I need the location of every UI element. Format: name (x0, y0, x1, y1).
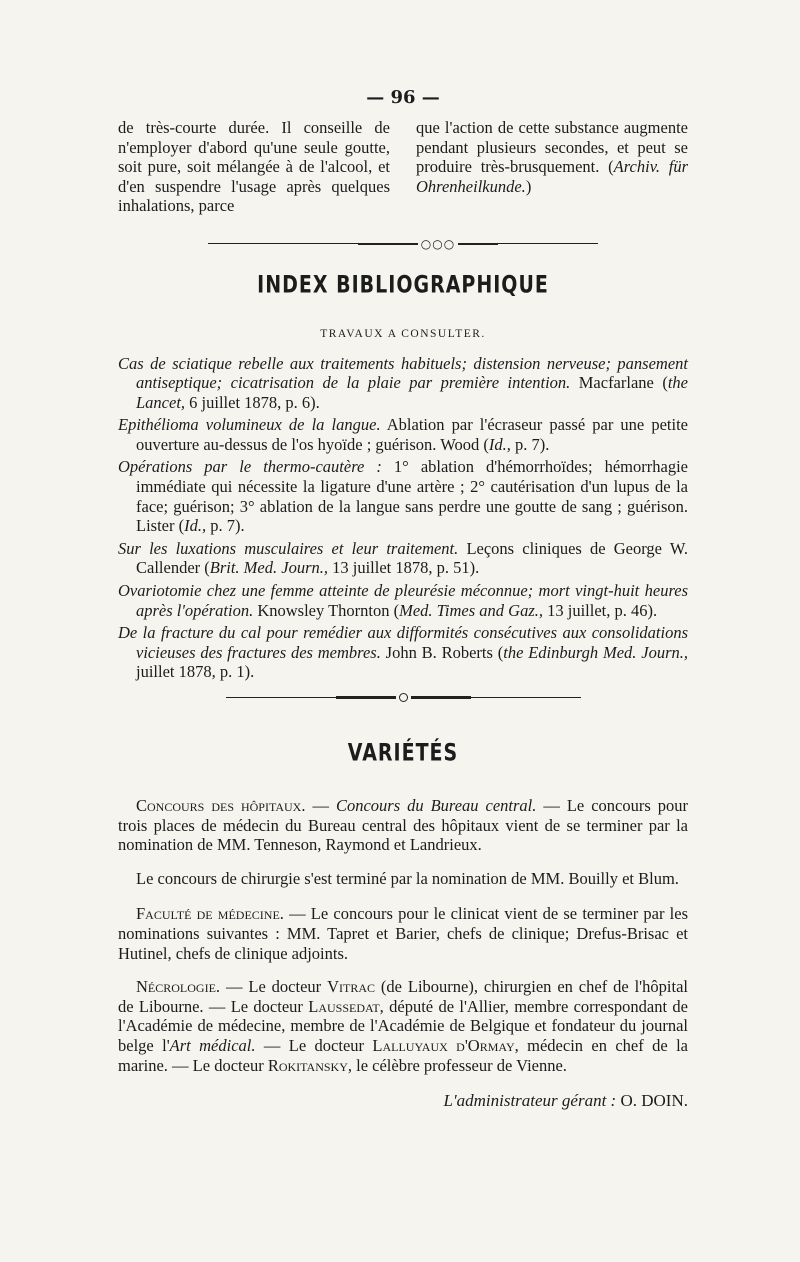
entry-source: the Edinburgh Med. Journ., (503, 642, 688, 662)
bibliography-entry (118, 623, 688, 682)
entry-source: the Lancet, (136, 373, 688, 412)
entry-text: Leçons cliniques de George W. Callender ( (136, 538, 689, 578)
news-heading: Nécrologie. (136, 977, 221, 997)
entry-ref: juillet 1878, p. 1). (136, 662, 255, 682)
bibliography-list (118, 354, 688, 683)
news-text: (de Libourne), chirurgien en chef de l'hôpital de Libourne. — Le docteur (118, 977, 688, 1016)
entry-source: Id., (184, 516, 207, 536)
entry-text: 1° ablation d'hémorrhoïdes; hémorrhagie immédiate qui nécessite la ligature d'une artère ; 2° cautérisation d'un lupus de la face; guérison; 3° ablation de la langue sans perdre une goutte de sang ; guérison. Lister ( (136, 457, 688, 536)
news-heading: Concours des hôpitaux. (136, 796, 306, 815)
entry-source: Id., (488, 434, 511, 454)
intro-right-text: que l'action de cette substance augmente pendant plusieurs secondes, et peut se produire très-brusquement. ( (416, 118, 688, 176)
news-paragraph-necrologie (118, 977, 688, 1075)
entry-text: Knowsley Thornton ( (253, 600, 400, 620)
ornament-line-thick-left (358, 243, 418, 245)
intro-right-source: Archiv. für Ohrenheilkunde. (416, 157, 688, 196)
bibliography-entry (118, 581, 688, 620)
bibliography-entry (118, 354, 688, 413)
entry-ref: p. 7). (206, 516, 245, 536)
ornament-line-thick-right (458, 243, 498, 245)
intro-left-text: de très-courte durée. Il conseille de n'employer d'abord qu'une seule goutte, soit pure, soit mélangée à de l'alcool, et d'en suspendre l'usage après quelques inhalations, parce (118, 118, 390, 215)
ornament-line-left (208, 243, 358, 244)
intro-left-column (118, 118, 390, 216)
intro-columns (118, 118, 688, 216)
entry-ref: 13 juillet 1878, p. 51). (328, 558, 480, 578)
entry-ref: p. 7). (510, 434, 550, 454)
entry-title: Sur les luxations musculaires et leur traitement. (118, 538, 459, 558)
ornament-rings-icon: ○○○ (420, 236, 456, 251)
person-name: Vitrac (327, 977, 375, 997)
news-text: , médecin en chef de la marine. — Le docteur (118, 1035, 688, 1075)
varietes-title: VARIÉTÉS (347, 739, 459, 767)
news-paragraph-chirurgie: Le concours de chirurgie s'est terminé par la nomination de MM. Bouilly et Blum. (136, 868, 679, 888)
news-paragraph-concours (118, 796, 688, 855)
signature-role: L'administrateur gérant : (443, 1091, 617, 1111)
ornament-line-right (498, 243, 598, 244)
entry-text: Ablation par l'écraseur passé par une petite ouverture au-dessus de l'os hyoïde ; guérison. Wood ( (136, 415, 688, 454)
intro-right-column (416, 118, 688, 216)
varietes-body (118, 796, 688, 1075)
news-text: — Le docteur (255, 1035, 373, 1055)
top-ornament-rule (118, 238, 688, 250)
bibliography-entry (118, 539, 688, 578)
news-text: — Le concours pour le clinicat vient de se terminer par les nominations suivantes : MM. Tapret et Barier, chefs de clinique; Drefus-Brisac et Hutinel, chefs de clinique adjoints. (118, 904, 688, 963)
ornament-line-thick-left (336, 696, 396, 699)
entry-title: Opérations par le thermo-cautère : (118, 457, 382, 477)
news-subheading: Concours du Bureau central. (335, 796, 537, 815)
entry-text: Macfarlane ( (570, 373, 668, 393)
news-paragraph-faculte (118, 904, 688, 963)
ornament-line-left (226, 697, 336, 698)
bibliography-entry (118, 415, 688, 454)
bibliography-entry (118, 457, 688, 535)
entry-source: Med. Times and Gaz., (399, 600, 544, 620)
news-text: , le célèbre professeur de Vienne. (347, 1055, 567, 1075)
entry-title: Cas de sciatique rebelle aux traitements habituels; distension nerveuse; pansement antiseptique; cicatrisation de la plaie par première intention. (118, 353, 688, 393)
news-text: — Le docteur (220, 977, 328, 997)
index-subtitle: TRAVAUX A CONSULTER. (320, 327, 486, 340)
entry-title: De la fracture du cal pour remédier aux difformités consécutives aux consolidations vicieuses des fractures des membres. (118, 623, 688, 662)
index-title: INDEX BIBLIOGRAPHIQUE (257, 270, 549, 299)
entry-ref: 13 juillet, p. 46). (543, 600, 658, 620)
news-text: — Le concours pour trois places de médecin du Bureau central des hôpitaux vient de se terminer par la nomination de MM. Tenneson, Raymond et Landrieux. (118, 796, 689, 855)
signature-name: O. DOIN. (616, 1091, 688, 1111)
ornament-ring-icon (399, 693, 408, 702)
news-dash: — (305, 796, 336, 815)
entry-title: Ovariotomie chez une femme atteinte de pleurésie méconnue; mort vingt-huit heures après l'opération. (118, 581, 688, 620)
signature (118, 1091, 688, 1111)
entry-text: John B. Roberts ( (380, 642, 504, 662)
ornament-line-thick-right (411, 696, 471, 699)
intro-right-paragraph (416, 118, 688, 196)
person-name: Laussedat (308, 996, 380, 1016)
news-heading: Faculté de médecine. (136, 904, 284, 924)
person-name: Rokitansky (267, 1055, 348, 1075)
journal-name: Art médical. (169, 1035, 256, 1055)
page-number: — 96 — (366, 87, 440, 108)
person-name: Lalluyaux d'Ormay (372, 1035, 515, 1055)
news-text: , député de l'Allier, membre correspondant de l'Académie de médecine, membre de l'Académie de Belgique et fondateur du journal belge l' (118, 996, 688, 1055)
entry-ref: 6 juillet 1878, p. 6). (185, 392, 320, 412)
ornament-line-right (471, 697, 581, 698)
entry-source: Brit. Med. Journ., (209, 558, 328, 578)
middle-ornament-rule (118, 692, 688, 702)
entry-title: Epithélioma volumineux de la langue. (118, 415, 381, 435)
intro-right-end: ) (525, 176, 532, 196)
